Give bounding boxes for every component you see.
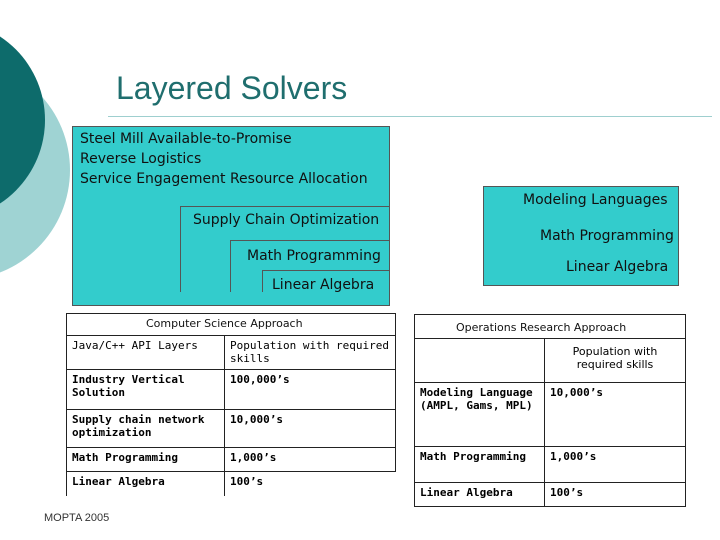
- table-row: [415, 339, 686, 383]
- table-row: [67, 336, 396, 370]
- table-cell: Math Programming: [67, 448, 225, 472]
- math-programming-label: Math Programming: [247, 248, 381, 264]
- table-cell: 10,000’s: [545, 383, 686, 447]
- table-cell: [545, 339, 686, 383]
- table-cell: Population with required skills: [225, 336, 396, 370]
- title-rule: [108, 116, 712, 117]
- or-table-heading: Operations Research Approach: [456, 321, 627, 334]
- cs-table-heading: Computer Science Approach: [146, 317, 303, 330]
- modeling-languages-label: Modeling Languages: [523, 192, 668, 208]
- or-table: [414, 338, 686, 507]
- table-row: [415, 483, 686, 507]
- app-line-2: Reverse Logistics: [80, 151, 202, 167]
- supply-chain-label: Supply Chain Optimization: [193, 212, 380, 228]
- table-cell: 10,000’s: [225, 410, 396, 448]
- table-row: [67, 370, 396, 410]
- table-cell: 1,000’s: [225, 448, 396, 472]
- table-cell: 1,000’s: [545, 447, 686, 483]
- or-header-population: Population with required skills: [572, 345, 658, 371]
- table-row: [67, 448, 396, 472]
- right-math-programming-label: Math Programming: [540, 228, 674, 244]
- cs-table: [66, 335, 396, 496]
- table-row: [67, 472, 396, 496]
- table-cell: [415, 339, 545, 383]
- footer-label: MOPTA 2005: [44, 512, 110, 524]
- slide-title: Layered Solvers: [116, 70, 348, 106]
- table-row: [415, 447, 686, 483]
- table-cell: Math Programming: [415, 447, 545, 483]
- table-cell: Industry Vertical Solution: [67, 370, 225, 410]
- table-cell: Modeling Language (AMPL, Gams, MPL): [415, 383, 545, 447]
- layer-base-strip: [72, 292, 390, 306]
- table-cell: 100’s: [225, 472, 396, 496]
- table-cell: Java/C++ API Layers: [67, 336, 225, 370]
- table-cell: Linear Algebra: [415, 483, 545, 507]
- table-row: [415, 383, 686, 447]
- app-line-1: Steel Mill Available-to-Promise: [80, 131, 292, 147]
- table-cell: Supply chain network optimization: [67, 410, 225, 448]
- table-cell: Linear Algebra: [67, 472, 225, 496]
- decorative-circles: [0, 0, 70, 540]
- table-cell: 100,000’s: [225, 370, 396, 410]
- linear-algebra-label: Linear Algebra: [272, 277, 375, 293]
- table-row: [67, 410, 396, 448]
- right-linear-algebra-label: Linear Algebra: [566, 259, 669, 275]
- table-cell: 100’s: [545, 483, 686, 507]
- app-line-3: Service Engagement Resource Allocation: [80, 171, 368, 187]
